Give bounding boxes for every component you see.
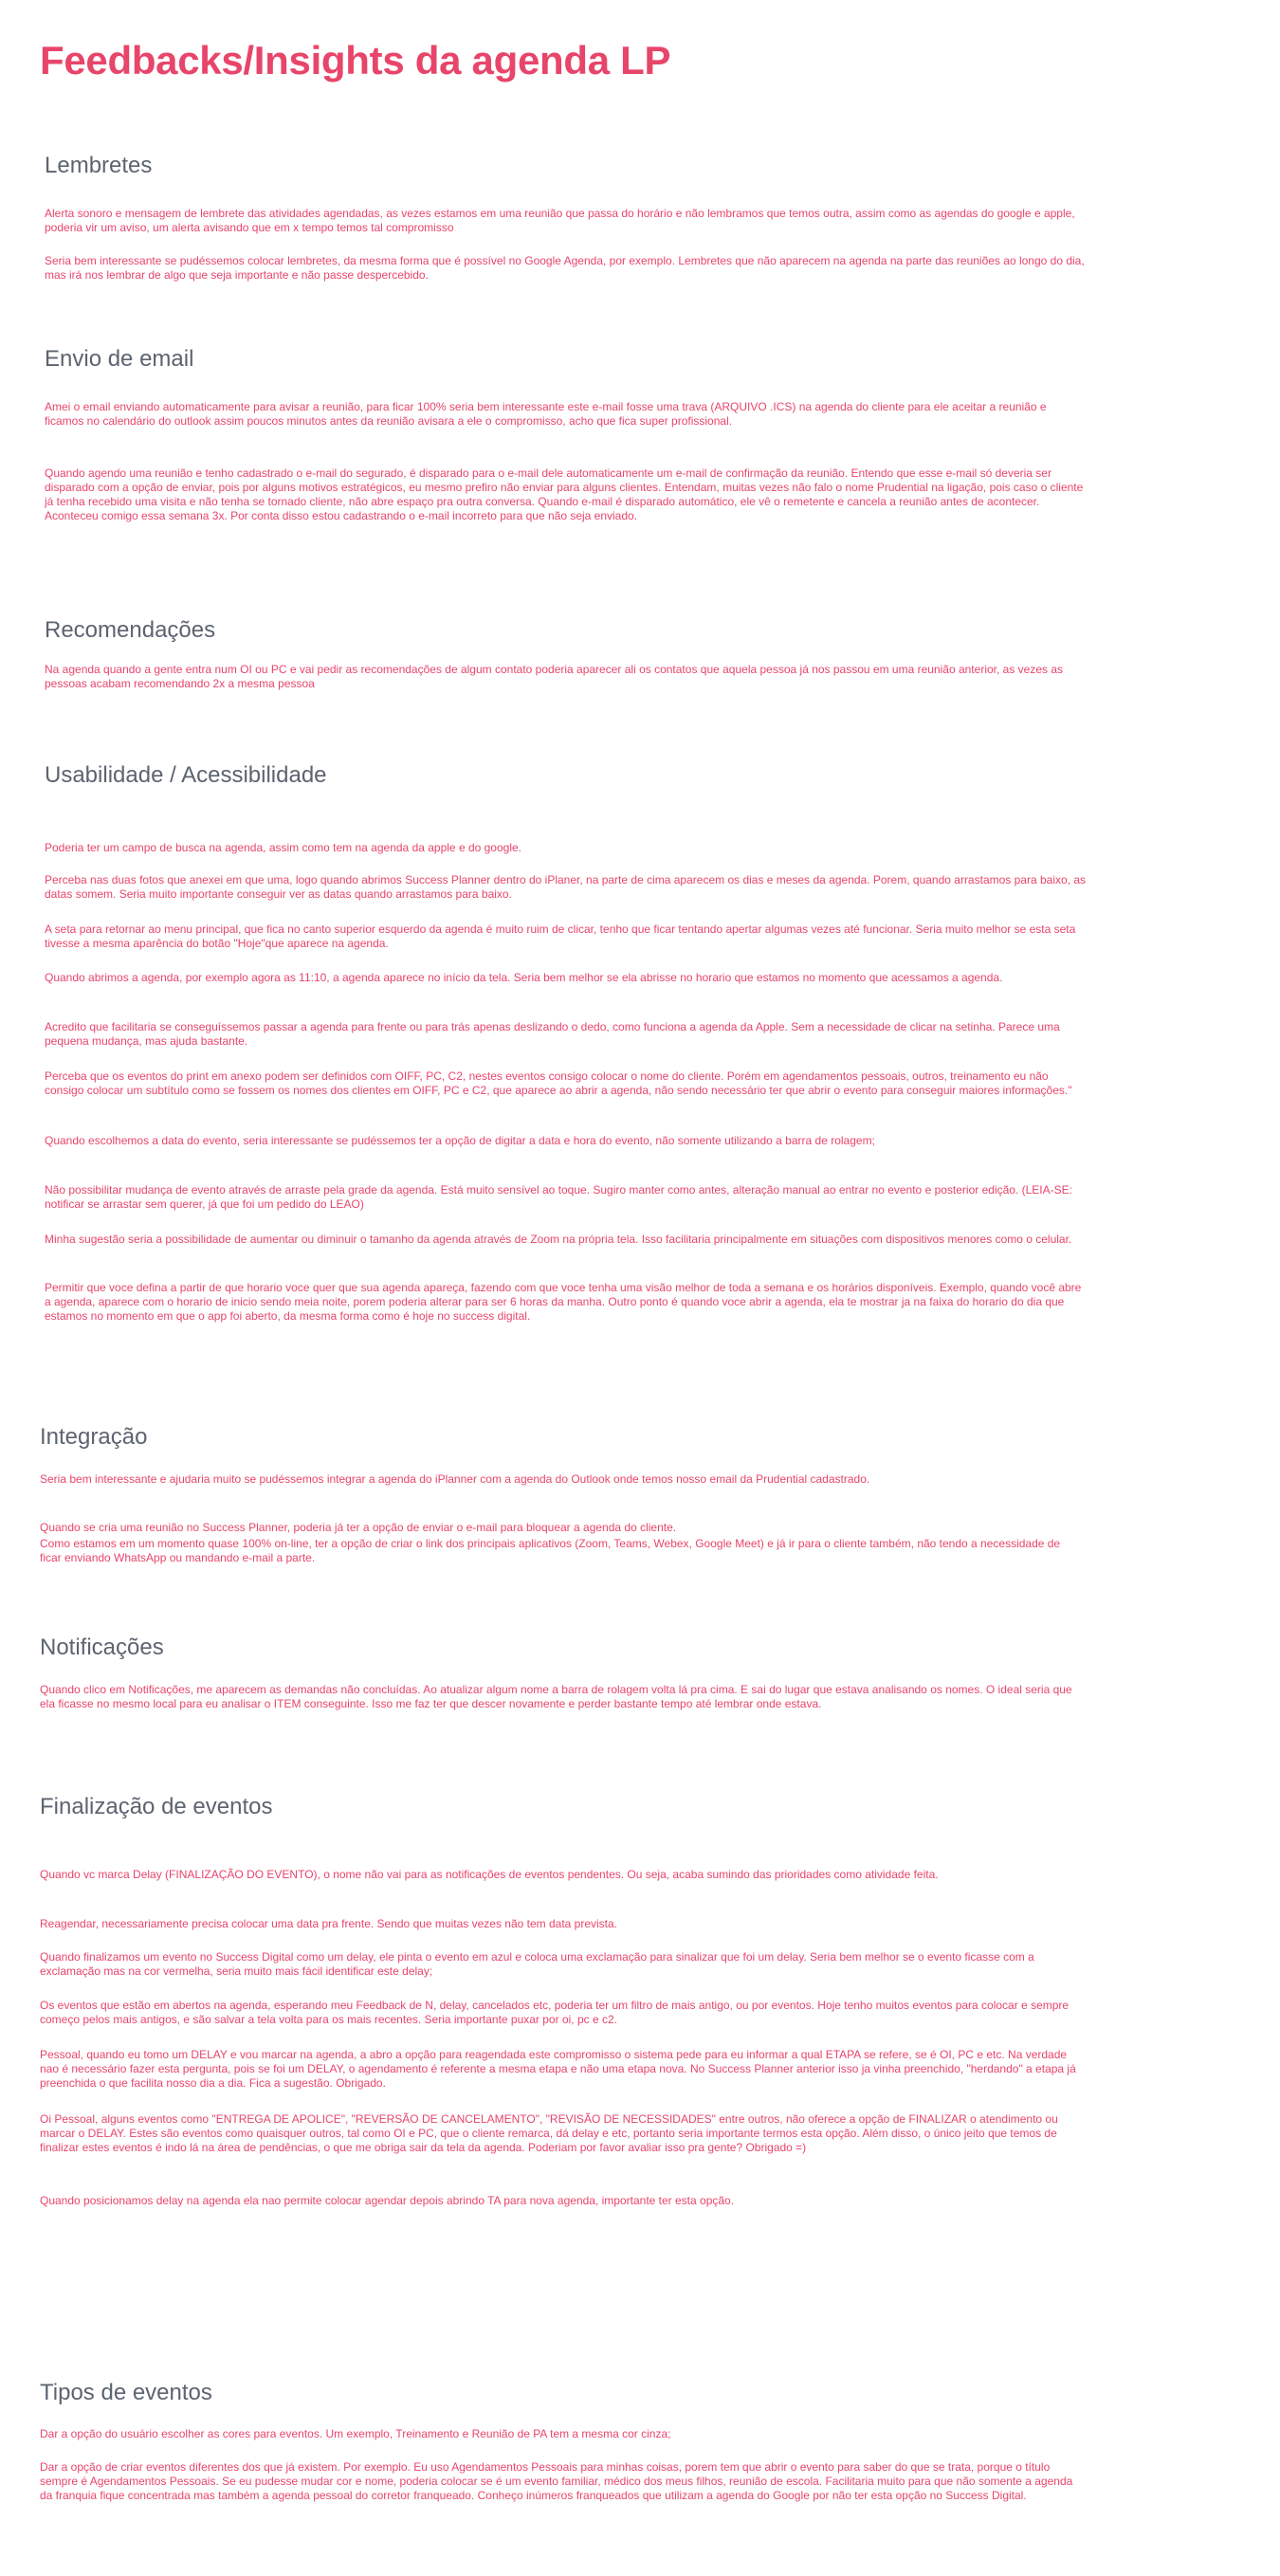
paragraph-finalizacao-1: Quando vc marca Delay (FINALIZAÇÃO DO EVENTO), o nome não vai para as notificações de eventos pendentes. Ou seja, acaba sumindo das prioridades como atividade feita. xyxy=(40,1868,939,1881)
paragraph-integracao-3: Como estamos em um momento quase 100% on-line, ter a opção de criar o link dos principais aplicativos (Zoom, Teams, Webex, Google Meet) e já ir para o cliente também, não tendo a necessidade de ficar enviando WhatsApp ou mandando e-mail a parte. xyxy=(40,1537,1061,1564)
section-heading-envio-de-email: Envio de email xyxy=(45,346,194,372)
paragraph-recomendacoes-1: Na agenda quando a gente entra num OI ou PC e vai pedir as recomendações de algum contato poderia aparecer ali os contatos que aquela pessoa já nos passou em uma reunião anterior, as vezes as pessoas acabam recomendando 2x a mesma pessoa xyxy=(45,663,1064,690)
section-heading-finalizacao: Finalização de eventos xyxy=(40,1794,273,1819)
section-heading-tipos-de-eventos: Tipos de eventos xyxy=(40,2380,212,2405)
paragraph-finalizacao-3: Quando finalizamos um evento no Success Digital como um delay, ele pinta o evento em azul e coloca uma exclamação para sinalizar que foi um delay. Seria bem melhor se o evento ficasse com a exclamação mas na cor vermelha, seria muito mais fácil identificar este delay; xyxy=(40,1950,1034,1978)
paragraph-tipos-2: Dar a opção de criar eventos diferentes dos que já existem. Por exemplo. Eu uso Agendamentos Pessoais para minhas coisas, porem tem que abrir o evento para saber do que se trata, porque o título sempre é Agendamentos Pessoais. Se eu pudesse mudar cor e nome, poderia colocar se é um evento familiar, médico dos meus filhos, reunião de escola. Facilitaria muito para que não somente a agenda da franquia fique concentrada mas também a agenda pessoal do corretor franqueado. Conheço inúmeros franqueados que utilizam a agenda do Google por não ter esta opção no Success Digital. xyxy=(40,2460,1073,2502)
section-heading-notificacoes: Notificações xyxy=(40,1635,164,1660)
paragraph-tipos-1: Dar a opção do usuário escolher as cores para eventos. Um exemplo, Treinamento e Reunião de PA tem a mesma cor cinza; xyxy=(40,2427,671,2440)
paragraph-usabilidade-3: A seta para retornar ao menu principal, que fica no canto superior esquerdo da agenda é muito ruim de clicar, tenho que ficar tentando apertar algumas vezes até funcionar. Seria muito melhor se esta seta tivesse a mesma aparência do botão "Hoje"que aparece na agenda. xyxy=(45,923,1076,950)
paragraph-lembretes-1: Alerta sonoro e mensagem de lembrete das atividades agendadas, as vezes estamos em uma reunião que passa do horário e não lembramos que temos outra, assim como as agendas do google e apple, poderia vir um aviso, um alerta avisando que em x tempo temos tal compromisso xyxy=(45,207,1075,234)
paragraph-usabilidade-10: Permitir que voce defina a partir de que horario voce quer que sua agenda apareça, fazendo com que voce tenha uma visão melhor de toda a semana e os horários disponíveis. Exemplo, quando você abre a agenda, aparece com o horario de inicio sendo meia noite, porem poderia alterar para ser 6 horas da manha. Outro ponto é quando voce abrir a agenda, ela te mostrar ja na faixa do horario do dia que estamos no momento em que o app foi aberto, da mesma forma como é hoje no success digital. xyxy=(45,1281,1082,1323)
paragraph-notificacoes-1: Quando clico em Notificações, me aparecem as demandas não concluídas. Ao atualizar algum nome a barra de rolagem volta lá pra cima. E sai do lugar que estava analisando os nomes. O ideal seria que ela ficasse no mesmo local para eu analisar o ITEM conseguinte. Isso me faz ter que descer novamente e perder bastante tempo até lembrar onde estava. xyxy=(40,1683,1072,1710)
paragraph-email-2: Quando agendo uma reunião e tenho cadastrado o e-mail do segurado, é disparado para o e-mail dele automaticamente um e-mail de confirmação da reunião. Entendo que esse e-mail só deveria ser disparado com a opção de enviar, pois por alguns motivos estratégicos, eu mesmo prefiro não enviar para alguns clientes. Entendam, muitas vezes não falo o nome Prudential na ligação, pois caso o cliente já tenha recebido uma visita e não tenha se tornado cliente, não abre espaço pra outra conversa. Quando e-mail é disparado automático, ele vê o remetente e cancela a reunião antes de acontecer. Aconteceu comigo essa semana 3x. Por conta disso estou cadastrando o e-mail incorreto para que não seja enviado. xyxy=(45,466,1084,522)
paragraph-finalizacao-5: Pessoal, quando eu tomo um DELAY e vou marcar na agenda, a abro a opção para reagendada este compromisso o sistema pede para eu informar a qual ETAPA se refere, se é OI, PC e etc. Na verdade nao é necessário fazer esta pergunta, pois se foi um DELAY, o agendamento é referente a mesma etapa e não uma etapa nova. No Success Planner anterior isso ja vinha preenchido, "herdando" a etapa já preenchida o que facilita nosso dia a dia. Fica a sugestão. Obrigado. xyxy=(40,2048,1076,2090)
section-heading-integracao: Integração xyxy=(40,1424,148,1450)
paragraph-lembretes-2: Seria bem interessante se pudéssemos colocar lembretes, da mesma forma que é possível no Google Agenda, por exemplo. Lembretes que não aparecem na agenda na parte das reuniões ao longo do dia, mas irá nos lembrar de algo que seja importante e não passe despercebido. xyxy=(45,254,1085,282)
paragraph-integracao-1: Seria bem interessante e ajudaria muito se pudéssemos integrar a agenda do iPlanner com a agenda do Outlook onde temos nosso email da Prudential cadastrado. xyxy=(40,1472,870,1486)
paragraph-usabilidade-2: Perceba nas duas fotos que anexei em que uma, logo quando abrimos Success Planner dentro do iPlaner, na parte de cima aparecem os dias e meses da agenda. Porem, quando arrastamos para baixo, as datas somem. Seria muito importante conseguir ver as datas quando arrastamos para baixo. xyxy=(45,873,1086,901)
section-heading-usabilidade: Usabilidade / Acessibilidade xyxy=(45,762,327,788)
paragraph-finalizacao-4: Os eventos que estão em abertos na agenda, esperando meu Feedback de N, delay, cancelados etc, poderia ter um filtro de mais antigo, ou por eventos. Hoje tenho muitos eventos para colocar e sempre começo pelos mais antigos, e são salvar a tela volta para os mais recentes. Seria importante puxar por oi, pc e c2. xyxy=(40,1999,1070,2026)
paragraph-finalizacao-6: Oi Pessoal, alguns eventos como "ENTREGA DE APOLICE", "REVERSÃO DE CANCELAMENTO", "REVISÃO DE NECESSIDADES" entre outros, não oferece a opção de FINALIZAR o atendimento ou marcar o DELAY. Estes são eventos como quaisquer outros, tal como OI e PC, que o cliente remarca, dá delay e etc, portanto seria importante termos esta opção. Além disso, o único jeito que temos de finalizar estes eventos é indo lá na área de pendências, o que me obriga sair da tela da agenda. Poderiam por favor avaliar isso pra gente? Obrigado =) xyxy=(40,2112,1058,2154)
page-title: Feedbacks/Insights da agenda LP xyxy=(40,38,671,82)
paragraph-usabilidade-4: Quando abrimos a agenda, por exemplo agora as 11:10, a agenda aparece no início da tela. Seria bem melhor se ela abrisse no horario que estamos no momento que acessamos a agenda. xyxy=(45,971,1003,984)
section-heading-recomendacoes: Recomendações xyxy=(45,617,216,643)
paragraph-finalizacao-7: Quando posicionamos delay na agenda ela nao permite colocar agendar depois abrindo TA para nova agenda, importante ter esta opção. xyxy=(40,2194,735,2207)
paragraph-email-1: Amei o email enviando automaticamente para avisar a reunião, para ficar 100% seria bem interessante este e-mail fosse uma trava (ARQUIVO .ICS) na agenda do cliente para ele aceitar a reunião e ficamos no calendário do outlook assim poucos minutos antes da reunião avisara a ele o compromisso, acho que fica super profissional. xyxy=(45,400,1047,428)
paragraph-usabilidade-8: Não possibilitar mudança de evento através de arraste pela grade da agenda. Está muito sensível ao toque. Sugiro manter como antes, alteração manual ao entrar no evento e posterior edição. (LEIA-SE: notificar se arrastar sem querer, já que foi um pedido do LEAO) xyxy=(45,1183,1072,1211)
paragraph-usabilidade-5: Acredito que facilitaria se conseguíssemos passar a agenda para frente ou para trás apenas deslizando o dedo, como funciona a agenda da Apple. Sem a necessidade de clicar na setinha. Parece uma pequena mudança, mas ajuda bastante. xyxy=(45,1020,1060,1048)
paragraph-usabilidade-7: Quando escolhemos a data do evento, seria interessante se pudéssemos ter a opção de digitar a data e hora do evento, não somente utilizando a barra de rolagem; xyxy=(45,1134,875,1147)
paragraph-integracao-2: Quando se cria uma reunião no Success Planner, poderia já ter a opção de enviar o e-mail para bloquear a agenda do cliente. xyxy=(40,1521,677,1534)
section-heading-lembretes: Lembretes xyxy=(45,153,153,178)
paragraph-usabilidade-6: Perceba que os eventos do print em anexo podem ser definidos com OIFF, PC, C2, nestes eventos consigo colocar o nome do cliente. Porém em agendamentos pessoais, outros, treinamento eu não consigo colocar um subtítulo como se fossem os nomes dos clientes em OIFF, PC e C2, que aparece ao abrir a agenda, não sendo necessário ter que abrir o evento para conseguir maiores informações." xyxy=(45,1069,1072,1097)
paragraph-finalizacao-2: Reagendar, necessariamente precisa colocar uma data pra frente. Sendo que muitas vezes não tem data prevista. xyxy=(40,1917,618,1930)
paragraph-usabilidade-9: Minha sugestão seria a possibilidade de aumentar ou diminuir o tamanho da agenda através de Zoom na própria tela. Isso facilitaria principalmente em situações com dispositivos menores como o celular. xyxy=(45,1233,1072,1246)
paragraph-usabilidade-1: Poderia ter um campo de busca na agenda, assim como tem na agenda da apple e do google. xyxy=(45,841,521,854)
